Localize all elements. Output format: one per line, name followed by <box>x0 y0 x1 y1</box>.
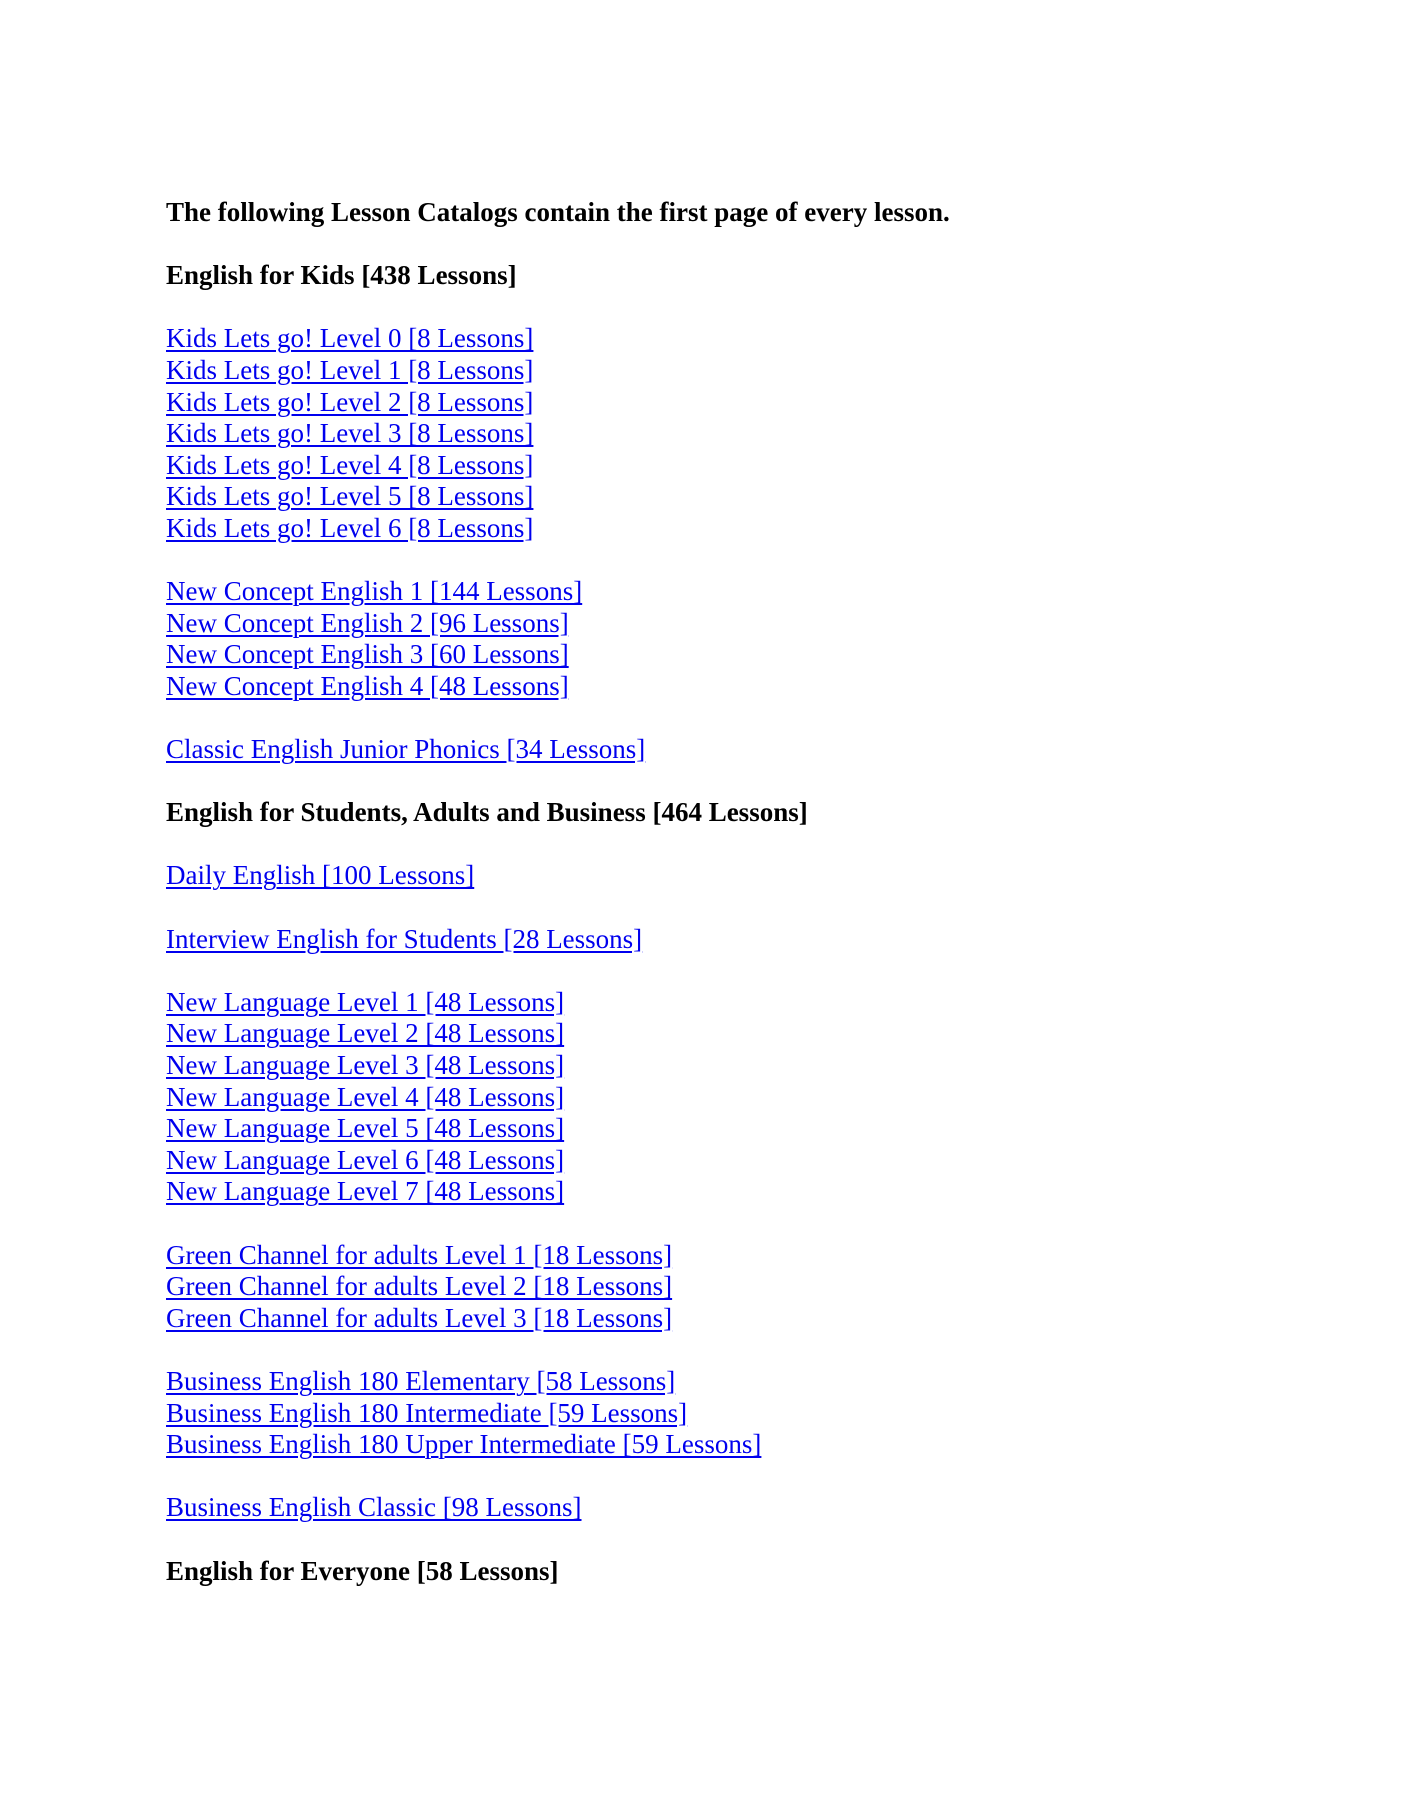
link-business-english-classic[interactable]: Business English Classic [98 Lessons] <box>166 1492 582 1523</box>
document-page <box>166 197 1266 1619</box>
link-new-concept-english-1[interactable]: New Concept English 1 [144 Lessons] <box>166 576 583 607</box>
link-group-daily <box>166 860 1266 892</box>
link-new-language-level-7[interactable]: New Language Level 7 [48 Lessons] <box>166 1176 565 1207</box>
link-new-concept-english-3[interactable]: New Concept English 3 [60 Lessons] <box>166 639 569 670</box>
link-business-180-intermediate[interactable]: Business English 180 Intermediate [59 Lessons] <box>166 1397 688 1428</box>
link-new-language-level-5[interactable]: New Language Level 5 [48 Lessons] <box>166 1113 565 1144</box>
link-green-channel-level-3[interactable]: Green Channel for adults Level 3 [18 Lessons] <box>166 1302 673 1333</box>
link-kids-lets-go-level-1[interactable]: Kids Lets go! Level 1 [8 Lessons] <box>166 354 534 385</box>
link-new-language-level-1[interactable]: New Language Level 1 [48 Lessons] <box>166 986 565 1017</box>
link-group-phonics <box>166 734 1266 766</box>
link-kids-lets-go-level-6[interactable]: Kids Lets go! Level 6 [8 Lessons] <box>166 512 534 543</box>
link-green-channel-level-1[interactable]: Green Channel for adults Level 1 [18 Lessons] <box>166 1239 673 1270</box>
section-heading-kids: English for Kids [438 Lessons] <box>166 260 517 291</box>
link-new-language-level-4[interactable]: New Language Level 4 [48 Lessons] <box>166 1081 565 1112</box>
link-group-new-language <box>166 987 1266 1208</box>
link-daily-english[interactable]: Daily English [100 Lessons] <box>166 860 475 891</box>
link-interview-english[interactable]: Interview English for Students [28 Lessons] <box>166 923 643 954</box>
link-business-180-upper-intermediate[interactable]: Business English 180 Upper Intermediate [59 Lessons] <box>166 1429 762 1460</box>
link-business-180-elementary[interactable]: Business English 180 Elementary [58 Lessons] <box>166 1365 676 1396</box>
link-group-lets-go <box>166 323 1266 544</box>
link-group-business-classic <box>166 1492 1266 1524</box>
link-new-concept-english-4[interactable]: New Concept English 4 [48 Lessons] <box>166 670 569 701</box>
link-kids-lets-go-level-5[interactable]: Kids Lets go! Level 5 [8 Lessons] <box>166 481 534 512</box>
intro-text: The following Lesson Catalogs contain the first page of every lesson. <box>166 197 950 227</box>
link-kids-lets-go-level-4[interactable]: Kids Lets go! Level 4 [8 Lessons] <box>166 449 534 480</box>
link-new-language-level-2[interactable]: New Language Level 2 [48 Lessons] <box>166 1018 565 1049</box>
link-kids-lets-go-level-3[interactable]: Kids Lets go! Level 3 [8 Lessons] <box>166 418 534 449</box>
link-classic-junior-phonics[interactable]: Classic English Junior Phonics [34 Lessons] <box>166 734 646 765</box>
link-group-interview <box>166 924 1266 956</box>
link-green-channel-level-2[interactable]: Green Channel for adults Level 2 [18 Lessons] <box>166 1271 673 1302</box>
link-kids-lets-go-level-0[interactable]: Kids Lets go! Level 0 [8 Lessons] <box>166 323 534 354</box>
link-new-language-level-3[interactable]: New Language Level 3 [48 Lessons] <box>166 1050 565 1081</box>
link-kids-lets-go-level-2[interactable]: Kids Lets go! Level 2 [8 Lessons] <box>166 386 534 417</box>
link-new-concept-english-2[interactable]: New Concept English 2 [96 Lessons] <box>166 607 569 638</box>
link-group-new-concept <box>166 576 1266 702</box>
link-group-business-180 <box>166 1366 1266 1461</box>
section-heading-everyone: English for Everyone [58 Lessons] <box>166 1555 559 1586</box>
section-heading-adults: English for Students, Adults and Business [464 Lessons] <box>166 797 808 828</box>
link-new-language-level-6[interactable]: New Language Level 6 [48 Lessons] <box>166 1144 565 1175</box>
link-group-green-channel <box>166 1240 1266 1335</box>
